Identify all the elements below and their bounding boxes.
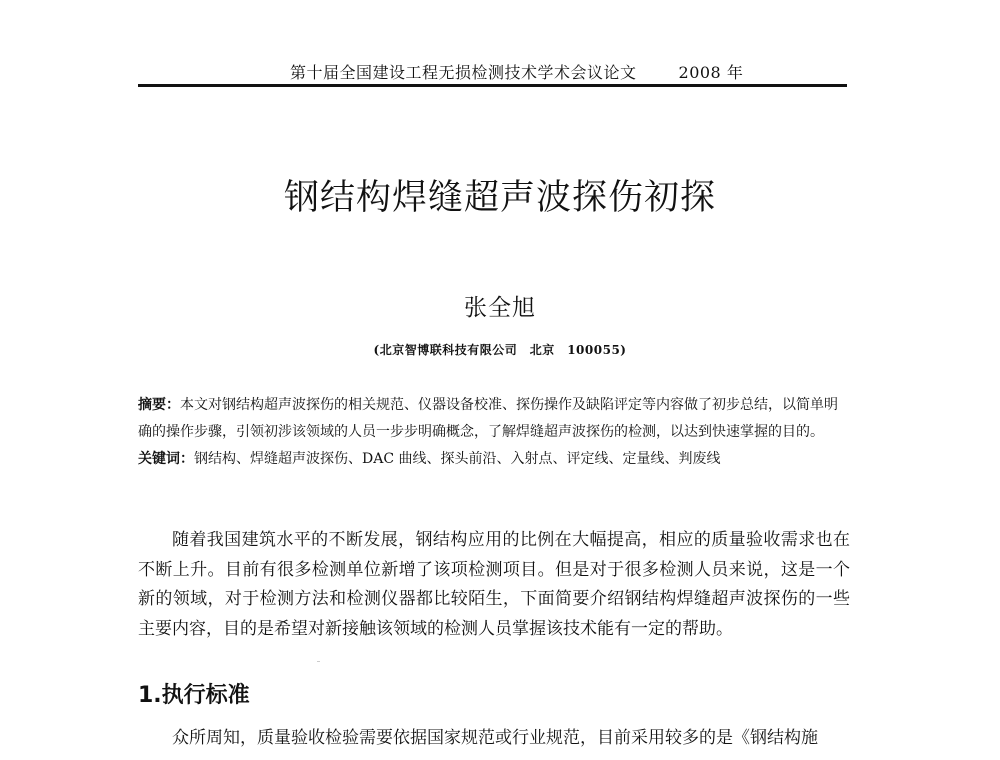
running-header — [290, 60, 850, 83]
conference-name: 第十届全国建设工程无损检测技术学术会议论文 — [290, 63, 637, 82]
paper-title: 钢结构焊缝超声波探伤初探 — [283, 178, 716, 218]
conference-year: 2008 年 — [678, 63, 744, 82]
section-heading: 1.执行标准 — [138, 683, 250, 708]
intro-paragraph: 随着我国建筑水平的不断发展，钢结构应用的比例在大幅提高，相应的质量验收需求也在不断上升。目前有很多检测单位新增了该项检测项目。但是对于很多检测人员来说，这是一个新的领域，对于检测方法和检测仪器都比较陌生，下面简要介绍钢结构焊缝超声波探伤的一些主要内容，目的是希望对新接触该领域的检测人员掌握该技术能有一定的帮助。 — [138, 530, 850, 639]
abstract-block — [138, 392, 850, 473]
keywords — [138, 446, 850, 473]
abstract — [138, 392, 850, 446]
keywords-label: 关键词： — [138, 451, 194, 467]
keywords-text: 钢结构、焊缝超声波探伤、DAC 曲线、探头前沿、入射点、评定线、定量线、判废线 — [194, 451, 721, 467]
scan-speck — [317, 661, 320, 662]
author-name: 张全旭 — [464, 295, 536, 321]
abstract-label: 摘要： — [138, 397, 180, 413]
section-paragraph: 众所周知，质量验收检验需要依据国家规范或行业规范，目前采用较多的是《钢结构施 — [172, 728, 818, 748]
header-rule — [138, 84, 847, 87]
abstract-text: 本文对钢结构超声波探伤的相关规范、仪器设备校准、探伤操作及缺陷评定等内容做了初步总结，以简单明确的操作步骤，引领初涉该领域的人员一步步明确概念，了解焊缝超声波探伤的检测，以达到快速掌握的目的。 — [138, 397, 838, 440]
author-affiliation: (北京智博联科技有限公司 北京 100055) — [373, 343, 627, 357]
